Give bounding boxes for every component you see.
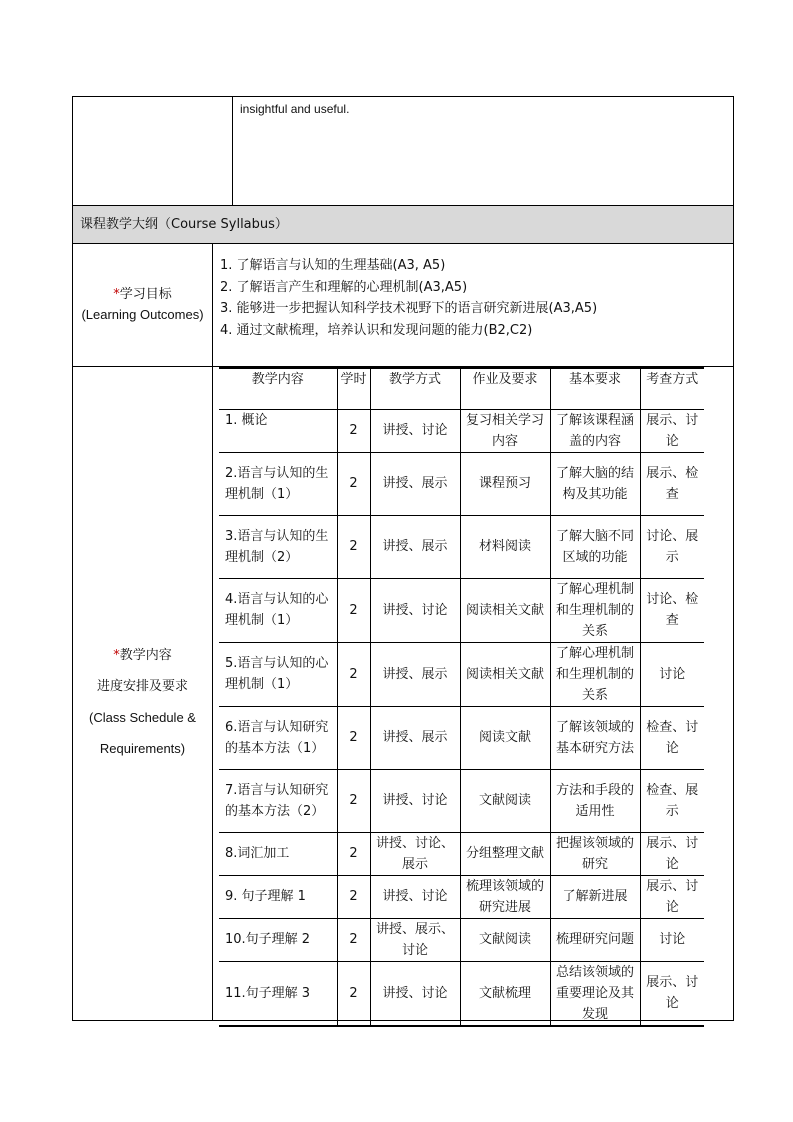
table-row [219, 918, 704, 961]
row-requirement: 总结该领域的重要理论及其发现 [550, 961, 640, 1026]
row-requirement: 了解心理机制和生理机制的关系 [550, 642, 640, 706]
row-hours: 2 [337, 409, 370, 452]
row-topic: 7.语言与认知研究的基本方法（2） [219, 769, 337, 832]
learning-outcomes-label-en: (Learning Outcomes) [81, 307, 204, 322]
row-requirement: 了解大脑的结构及其功能 [550, 452, 640, 515]
row-assignment: 文献阅读 [460, 918, 550, 961]
learning-outcome-item: 3. 能够进一步把握认知科学技术视野下的语言研究新进展(A3,A5) [220, 301, 598, 316]
learning-outcome-item: 4. 通过文献梳理，培养认识和发现问题的能力(B2,C2) [220, 322, 533, 338]
col-header-method: 教学方式 [370, 368, 460, 409]
row-assessment: 展示、讨论 [640, 961, 704, 1026]
row-assessment: 展示、检查 [640, 452, 704, 515]
row-assignment: 文献梳理 [460, 961, 550, 1026]
top-row-divider [232, 96, 233, 206]
learning-outcome-item: 2. 了解语言产生和理解的心理机制(A3,A5) [220, 279, 468, 295]
row-topic: 11.句子理解 3 [219, 961, 337, 1026]
table-row [219, 642, 704, 706]
schedule-header-row [219, 368, 704, 409]
row-hours: 2 [337, 832, 370, 875]
row-method: 讲授、讨论 [370, 578, 460, 642]
row-method: 讲授、讨论 [370, 409, 460, 452]
row-assessment: 展示、讨论 [640, 875, 704, 918]
row-requirement: 方法和手段的适用性 [550, 769, 640, 832]
row-topic: 9. 句子理解 1 [219, 875, 337, 918]
row-assignment: 复习相关学习内容 [460, 409, 550, 452]
table-row [219, 769, 704, 832]
row-hours: 2 [337, 515, 370, 578]
row-topic: 1. 概论 [219, 409, 337, 452]
row-hours: 2 [337, 961, 370, 1026]
row-hours: 2 [337, 769, 370, 832]
schedule-label [73, 640, 212, 764]
row-assessment: 讨论 [640, 642, 704, 706]
row-assignment: 梳理该领域的研究进展 [460, 875, 550, 918]
table-row [219, 875, 704, 918]
row-assessment: 讨论 [640, 918, 704, 961]
required-star: * [113, 648, 120, 663]
row-method: 讲授、展示 [370, 452, 460, 515]
row-requirement: 了解心理机制和生理机制的关系 [550, 578, 640, 642]
table-row [219, 409, 704, 452]
label-column-divider [212, 243, 213, 1021]
row-method: 讲授、讨论 [370, 961, 460, 1026]
col-header-assignment: 作业及要求 [460, 368, 550, 409]
row-assessment: 展示、讨论 [640, 832, 704, 875]
row-hours: 2 [337, 452, 370, 515]
row-assignment: 材料阅读 [460, 515, 550, 578]
row-assignment: 文献阅读 [460, 769, 550, 832]
row-topic: 3.语言与认知的生理机制（2） [219, 515, 337, 578]
row-topic: 5.语言与认知的心理机制（1） [219, 642, 337, 706]
syllabus-header: 课程教学大纲（Course Syllabus） [80, 217, 288, 232]
row-requirement: 梳理研究问题 [550, 918, 640, 961]
row-assessment: 展示、讨论 [640, 409, 704, 452]
schedule-table [219, 367, 704, 1027]
row-topic: 4.语言与认知的心理机制（1） [219, 578, 337, 642]
row-hours: 2 [337, 642, 370, 706]
schedule-label-line2: 进度安排及要求 [96, 679, 188, 694]
learning-outcomes-label-cn: 学习目标 [119, 287, 172, 302]
row-assessment: 检查、讨论 [640, 706, 704, 769]
intro-text: insightful and useful. [240, 102, 350, 116]
col-header-content: 教学内容 [219, 368, 337, 409]
row-assignment: 阅读相关文献 [460, 578, 550, 642]
table-row [219, 706, 704, 769]
row-hours: 2 [337, 706, 370, 769]
row-divider [72, 243, 734, 244]
row-method: 讲授、展示 [370, 642, 460, 706]
row-topic: 10.句子理解 2 [219, 918, 337, 961]
row-assessment: 检查、展示 [640, 769, 704, 832]
learning-outcomes-list [220, 255, 597, 341]
row-method: 讲授、展示 [370, 706, 460, 769]
col-header-assessment: 考查方式 [640, 368, 704, 409]
table-row [219, 961, 704, 1026]
row-requirement: 了解该领域的基本研究方法 [550, 706, 640, 769]
table-row [219, 515, 704, 578]
row-requirement: 把握该领域的研究 [550, 832, 640, 875]
row-assignment: 课程预习 [460, 452, 550, 515]
row-assessment: 讨论、检查 [640, 578, 704, 642]
row-topic: 8.词汇加工 [219, 832, 337, 875]
row-method: 讲授、展示 [370, 515, 460, 578]
learning-outcomes-label [73, 285, 212, 326]
learning-outcome-item: 1. 了解语言与认知的生理基础(A3, A5) [220, 258, 446, 273]
row-topic: 2.语言与认知的生理机制（1） [219, 452, 337, 515]
row-method: 讲授、讨论 [370, 769, 460, 832]
col-header-hours: 学时 [337, 368, 370, 409]
table-row [219, 578, 704, 642]
row-assignment: 阅读相关文献 [460, 642, 550, 706]
row-method: 讲授、讨论、展示 [370, 832, 460, 875]
row-assignment: 阅读文献 [460, 706, 550, 769]
row-requirement: 了解该课程涵盖的内容 [550, 409, 640, 452]
row-hours: 2 [337, 918, 370, 961]
row-topic: 6.语言与认知研究的基本方法（1） [219, 706, 337, 769]
schedule-label-en2: Requirements) [99, 741, 186, 756]
table-row [219, 832, 704, 875]
schedule-label-line1: 教学内容 [119, 648, 172, 663]
required-star: * [113, 287, 120, 302]
row-assignment: 分组整理文献 [460, 832, 550, 875]
table-row [219, 452, 704, 515]
row-method: 讲授、讨论 [370, 875, 460, 918]
row-assessment: 讨论、展示 [640, 515, 704, 578]
row-hours: 2 [337, 875, 370, 918]
row-requirement: 了解新进展 [550, 875, 640, 918]
row-hours: 2 [337, 578, 370, 642]
col-header-requirement: 基本要求 [550, 368, 640, 409]
row-requirement: 了解大脑不同区域的功能 [550, 515, 640, 578]
schedule-label-en1: (Class Schedule & [89, 710, 196, 725]
row-method: 讲授、展示、讨论 [370, 918, 460, 961]
